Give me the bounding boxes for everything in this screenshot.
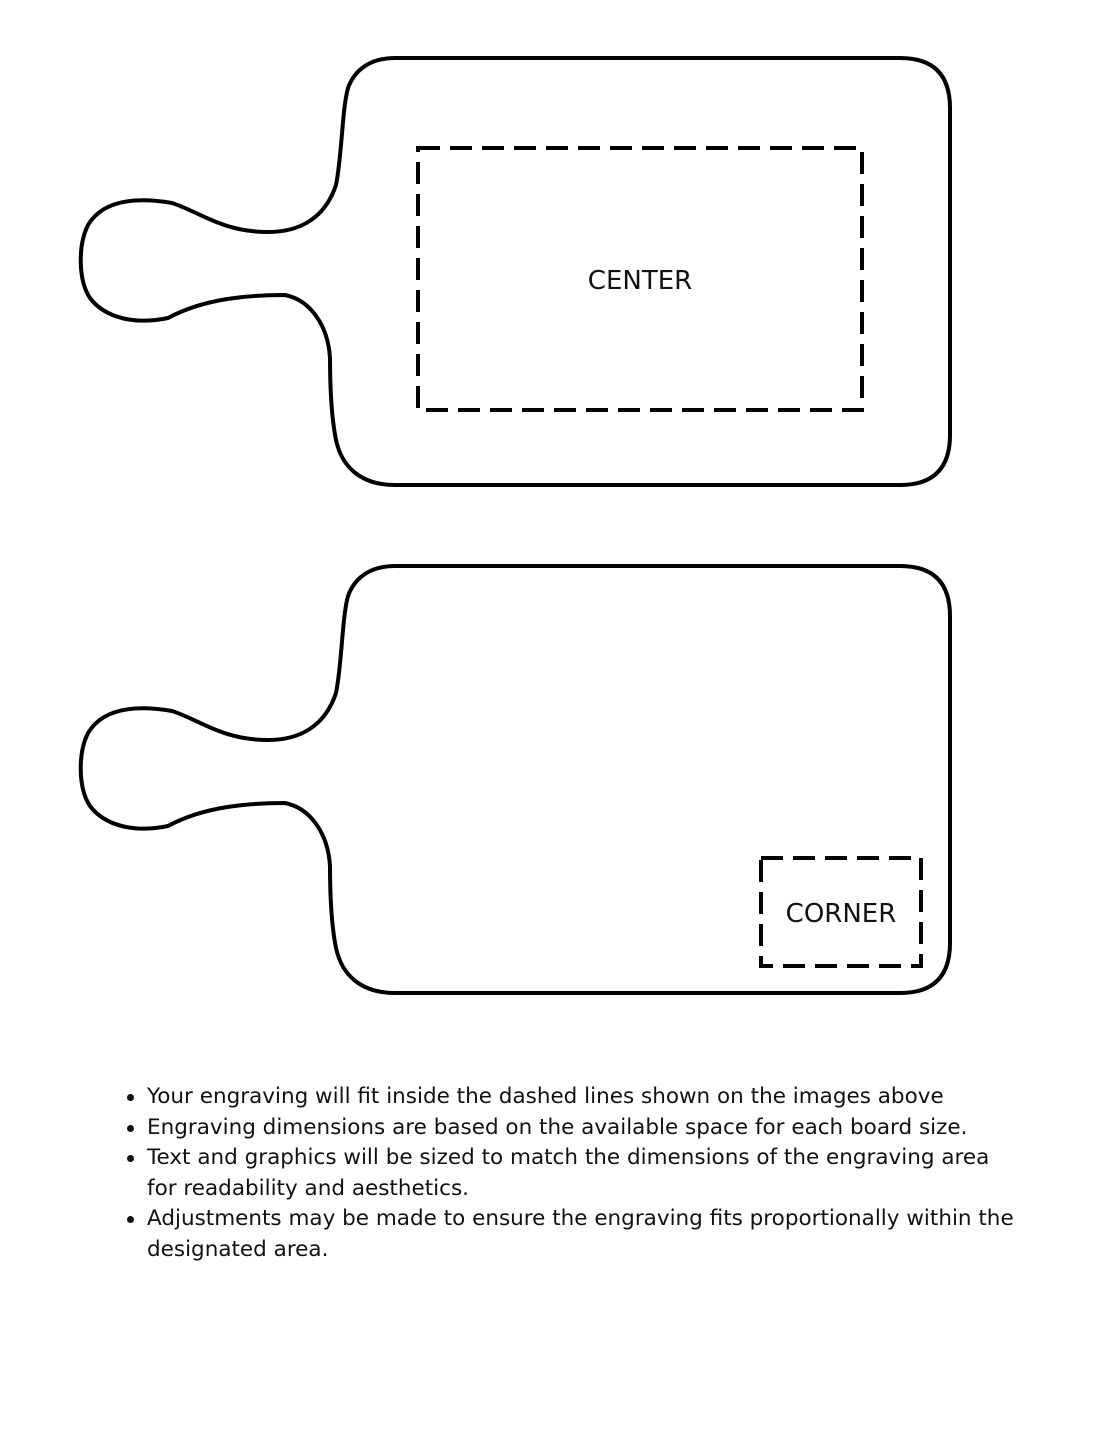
board-outline [81,58,950,485]
note-item: Your engraving will fit inside the dashed lines shown on the images above [125,1082,1025,1113]
engraving-notes-list [125,1082,1025,1265]
board-corner [81,566,950,993]
note-item: Engraving dimensions are based on the available space for each board size. [125,1113,1025,1144]
zone-label-corner: CORNER [785,899,897,929]
note-item: Text and graphics will be sized to match the dimensions of the engraving area for readability and aesthetics. [125,1143,1025,1204]
note-item: Adjustments may be made to ensure the engraving fits proportionally within the designated area. [125,1204,1025,1265]
board-center [81,58,950,485]
zone-label-center: CENTER [587,266,693,296]
